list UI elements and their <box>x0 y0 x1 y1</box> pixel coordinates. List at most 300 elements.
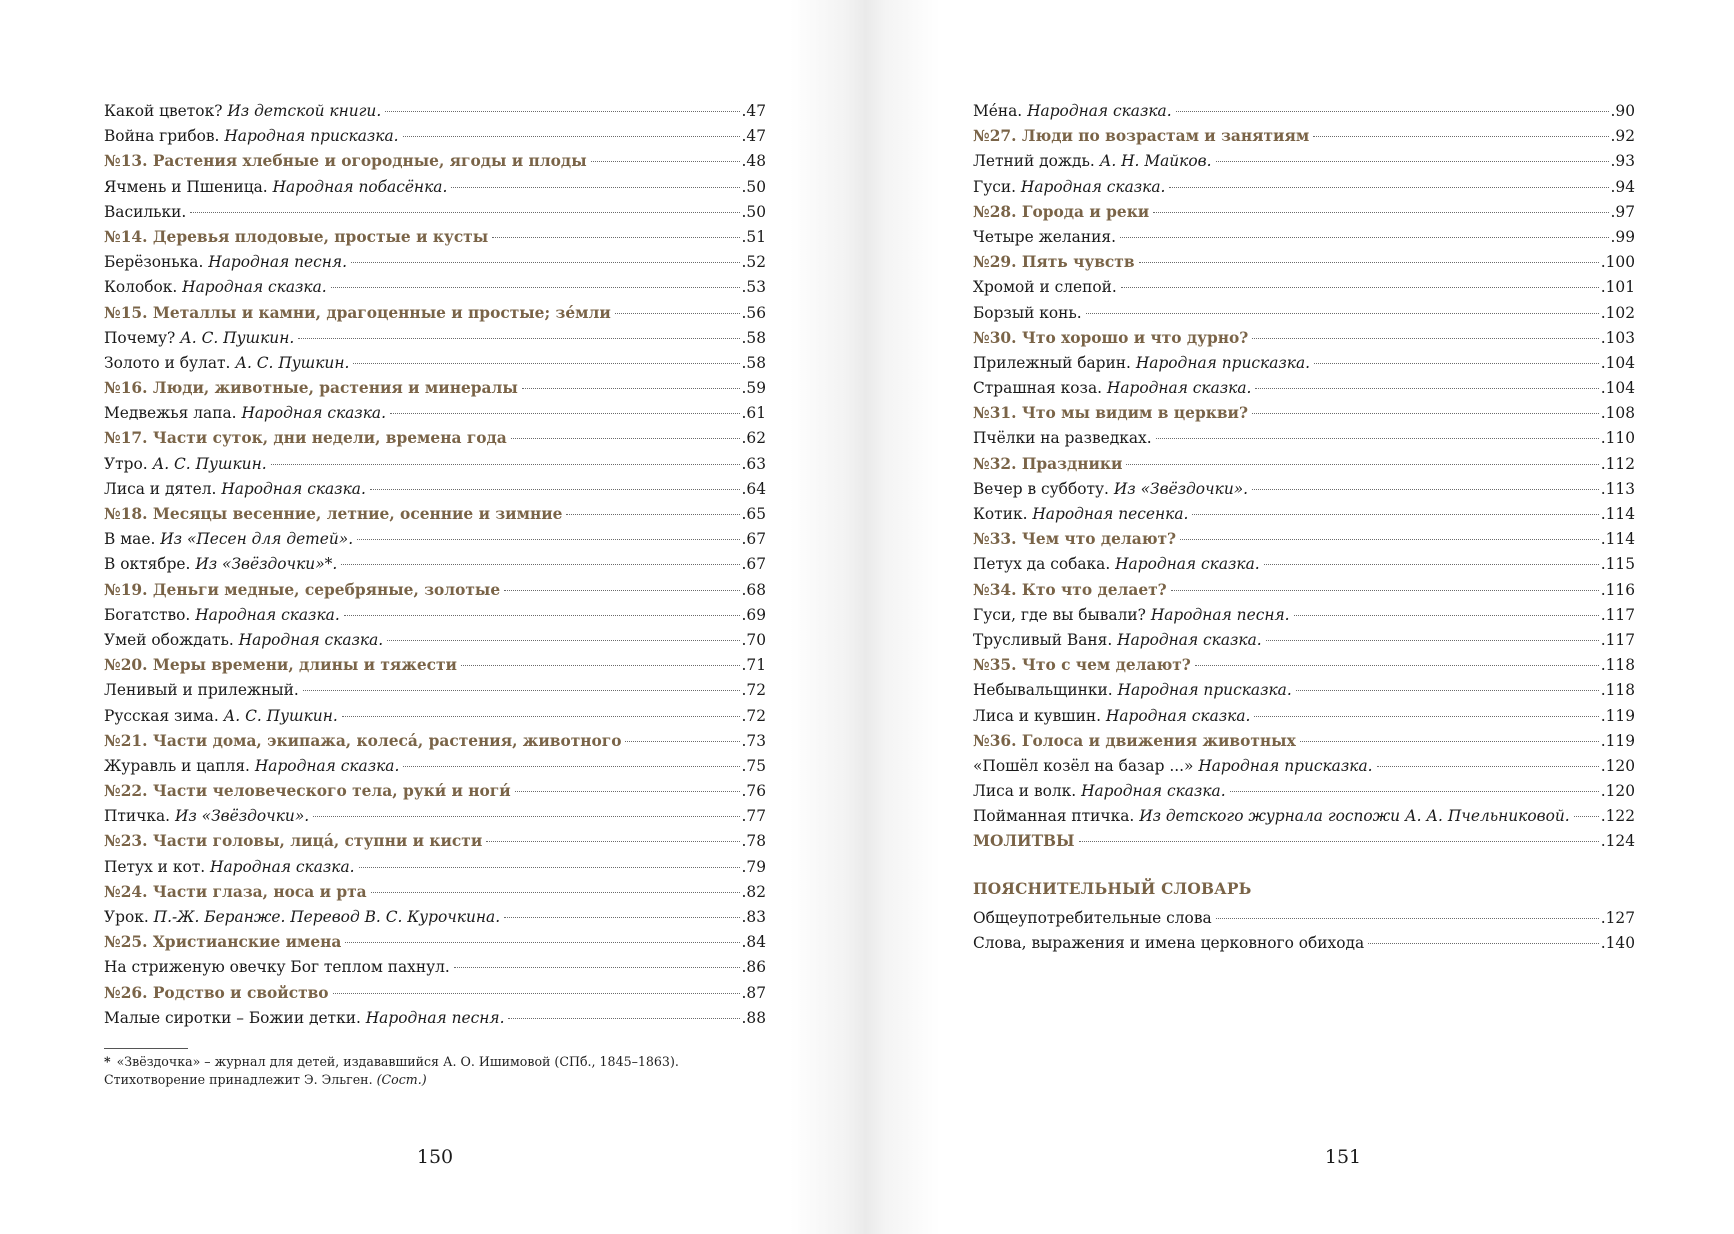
dot-leader <box>511 438 740 439</box>
toc-entry-name: Богатство. <box>104 605 191 624</box>
toc-entry-name: На стриженую овечку Бог теплом пахнул. <box>104 958 450 977</box>
toc-entry-source: Из «Звёздочки»*. <box>195 555 338 574</box>
toc-page-number: .112 <box>1600 454 1635 473</box>
toc-entry-title <box>973 250 1139 275</box>
toc-entry-source: Из детской книги. <box>227 102 382 120</box>
toc-page-number: .92 <box>1610 127 1635 146</box>
toc-entry-name: №15. Металлы и камни, драгоценные и простые; зе́мли <box>104 303 611 322</box>
toc-entry-title <box>104 779 515 804</box>
page-number-left: 150 <box>416 1146 454 1168</box>
toc-entry-name: Слова, выражения и имена церковного обихода <box>973 934 1365 953</box>
toc-entry-title <box>104 149 591 174</box>
dot-leader <box>522 388 740 389</box>
dot-leader <box>344 615 740 616</box>
toc-entry <box>973 678 1635 703</box>
toc-page-number: .87 <box>741 983 766 1002</box>
toc-entry <box>104 527 766 552</box>
toc-page-number: .79 <box>741 857 766 876</box>
toc-page-number: .93 <box>1610 152 1635 171</box>
dot-leader <box>1574 816 1599 817</box>
toc-entry <box>973 175 1635 200</box>
toc-entry-name: №18. Месяцы весенние, летние, осенние и зимние <box>104 505 563 523</box>
footnote-editor-note: (Сост.) <box>376 1072 427 1087</box>
toc-entry <box>973 225 1635 250</box>
dot-leader <box>1252 489 1599 490</box>
toc-entry-name: №31. Что мы видим в церкви? <box>973 404 1248 423</box>
toc-entry-name: Котик. <box>973 505 1028 523</box>
toc-entry-title <box>973 552 1264 577</box>
toc-entry-name: Птичка. <box>104 807 171 826</box>
toc-page-number: .56 <box>741 303 766 322</box>
toc-entry-name: Война грибов. <box>104 127 220 146</box>
toc-page-number: .120 <box>1600 756 1635 775</box>
toc-section-heading <box>104 981 766 1006</box>
toc-page-number: .68 <box>741 580 766 599</box>
toc-entry-source: Народная присказка. <box>1117 681 1292 700</box>
toc-entry-name: №14. Деревья плодовые, простые и кусты <box>104 227 489 246</box>
toc-entry <box>104 754 766 779</box>
dot-leader <box>615 313 740 314</box>
toc-page-number: .77 <box>741 807 766 826</box>
toc-page-number: .59 <box>741 379 766 398</box>
toc-entry-title <box>973 200 1153 225</box>
toc-entry-title <box>973 931 1368 956</box>
toc-entry-title <box>973 124 1313 149</box>
toc-page-number: .104 <box>1600 379 1635 398</box>
dot-leader <box>451 187 739 188</box>
toc-entry-source: Народная песенка. <box>1032 505 1189 523</box>
dot-leader <box>454 967 740 968</box>
toc-page-number: .102 <box>1600 303 1635 322</box>
toc-entry-name: Какой цветок? <box>104 102 223 120</box>
toc-entry-title <box>973 351 1314 376</box>
dot-leader <box>515 791 740 792</box>
toc-entry <box>104 678 766 703</box>
toc-page-number: .72 <box>741 681 766 700</box>
toc-entry-title <box>104 603 344 628</box>
toc-entry-name: №27. Люди по возрастам и занятиям <box>973 127 1310 146</box>
toc-entry-source: Из «Песен для детей». <box>160 530 354 549</box>
dot-leader <box>357 539 739 540</box>
toc-entry-title <box>104 301 615 326</box>
toc-entry-name: №33. Чем что делают? <box>973 530 1177 549</box>
toc-entry <box>973 931 1635 956</box>
dot-leader <box>1086 313 1599 314</box>
toc-entry-name: Журавль и цапля. <box>104 756 250 775</box>
toc-entry-name: Утро. <box>104 454 148 473</box>
toc-entry-name: Петух да собака. <box>973 555 1111 574</box>
toc-section-heading <box>104 225 766 250</box>
toc-entry-name: №32. Праздники <box>973 454 1123 473</box>
toc-entry-name: Пчёлки на разведках. <box>973 429 1152 448</box>
toc-entry <box>973 99 1635 124</box>
toc-page-number: .122 <box>1600 807 1635 826</box>
toc-page-number: .62 <box>741 429 766 448</box>
toc-entry-source: Из «Звёздочки». <box>174 807 310 826</box>
toc-entry-name: Трусливый Ваня. <box>973 630 1113 649</box>
toc-entry-title <box>104 704 342 729</box>
toc-page-number: .140 <box>1600 934 1635 953</box>
toc-section-heading <box>973 653 1635 678</box>
dot-leader <box>1314 363 1599 364</box>
toc-entry-source: Народная сказка. <box>182 278 327 297</box>
toc-entry-source: Народная присказка. <box>1135 353 1311 372</box>
dot-leader <box>370 489 740 490</box>
toc-section-heading <box>104 149 766 174</box>
dot-leader <box>1300 741 1599 742</box>
toc-entry <box>973 149 1635 174</box>
toc-page-number: .101 <box>1600 278 1635 297</box>
toc-page-number: .53 <box>741 278 766 297</box>
toc-entry-title <box>973 704 1254 729</box>
toc-entry-title <box>104 124 403 149</box>
toc-entry-title <box>973 225 1120 250</box>
toc-entry-title <box>104 955 454 980</box>
toc-entry-source: Народная побасёнка. <box>272 177 448 196</box>
toc-page-number: .103 <box>1600 328 1635 347</box>
dot-leader <box>351 262 740 263</box>
toc-page-number: .88 <box>741 1008 766 1027</box>
toc-page-number: .108 <box>1600 404 1635 423</box>
dot-leader <box>1255 388 1598 389</box>
dot-leader <box>359 867 740 868</box>
dot-leader <box>385 111 739 112</box>
toc-entry-source: А. С. Пушкин. <box>223 706 338 725</box>
toc-page-number: .63 <box>741 454 766 473</box>
toc-page-number: .118 <box>1600 656 1635 675</box>
toc-page-number: .127 <box>1600 909 1635 927</box>
toc-entry-name: Петух и кот. <box>104 857 206 876</box>
toc-section-heading <box>973 124 1635 149</box>
toc-entry-name: Страшная коза. <box>973 379 1103 398</box>
toc-entry-title <box>973 678 1296 703</box>
dot-leader <box>1176 111 1609 112</box>
toc-entry-title <box>104 930 345 955</box>
toc-entry <box>973 779 1635 804</box>
toc-entry-title <box>973 275 1121 300</box>
toc-entry-source: Народная сказка. <box>1117 630 1262 649</box>
dot-leader <box>1121 287 1599 288</box>
toc-page-number: .58 <box>741 328 766 347</box>
toc-entry <box>104 452 766 477</box>
toc-section-heading <box>973 401 1635 426</box>
toc-entry-name: Лиса и дятел. <box>104 479 217 498</box>
toc-entry-title <box>104 175 451 200</box>
toc-entry <box>104 552 766 577</box>
toc-page-number: .51 <box>741 227 766 246</box>
dot-leader <box>1169 187 1608 188</box>
toc-entry-title <box>973 99 1176 124</box>
dot-leader <box>1266 640 1599 641</box>
toc-section-heading <box>973 200 1635 225</box>
toc-entry-title <box>973 426 1156 451</box>
toc-entry-name: Малые сиротки – Божии детки. <box>104 1008 361 1027</box>
toc-entry <box>973 552 1635 577</box>
dot-leader <box>1120 237 1609 238</box>
toc-entry-title <box>104 426 511 451</box>
toc-entry-name: Ме́на. <box>973 102 1023 120</box>
toc-entry-title <box>973 452 1126 477</box>
dot-leader <box>298 338 739 339</box>
toc-entry-title <box>104 855 359 880</box>
toc-page-number: .90 <box>1610 102 1635 120</box>
toc-entry <box>104 99 766 124</box>
toc-page-number: .116 <box>1600 580 1635 599</box>
toc-page-number: .70 <box>741 630 766 649</box>
toc-entry <box>973 906 1635 931</box>
toc-entry-title <box>104 99 385 124</box>
toc-entry-name: Гуси, где вы бывали? <box>973 605 1146 624</box>
toc-entry-title <box>104 200 190 225</box>
toc-entry <box>104 401 766 426</box>
dot-leader <box>1252 338 1598 339</box>
toc-page-number: .67 <box>741 555 766 574</box>
toc-page-number: .120 <box>1600 782 1635 801</box>
toc-entry-title <box>104 376 522 401</box>
toc-section-heading <box>104 376 766 401</box>
toc-entry-name: В мае. <box>104 530 156 549</box>
toc-entry <box>104 250 766 275</box>
toc-entry-title <box>104 628 387 653</box>
toc-entry-source: Народная песня. <box>1150 605 1290 624</box>
toc-entry-title <box>973 729 1300 754</box>
toc-page-number: .72 <box>741 706 766 725</box>
toc-entry-name: Колобок. <box>104 278 178 297</box>
dot-leader <box>403 766 739 767</box>
toc-page-number: .114 <box>1600 505 1635 523</box>
toc-page-number: .119 <box>1600 731 1635 750</box>
toc-page-number: .67 <box>741 530 766 549</box>
toc-entry-source: Народная сказка. <box>238 630 384 649</box>
toc-entry-name: В октябре. <box>104 555 191 574</box>
dot-leader <box>1252 413 1599 414</box>
dictionary-heading: ПОЯСНИТЕЛЬНЫЙ СЛОВАРЬ <box>973 880 1252 898</box>
toc-entry-name: №21. Части дома, экипажа, колеса́, растения, животного <box>104 731 622 750</box>
toc-entry-title <box>104 729 625 754</box>
toc-entry-source: А. С. Пушкин. <box>235 353 350 372</box>
toc-section-heading <box>973 452 1635 477</box>
toc-entry-source: Из «Звёздочки». <box>1113 479 1249 498</box>
toc-entry-title <box>104 351 353 376</box>
toc-page-number: .117 <box>1600 605 1635 624</box>
toc-section-heading <box>973 578 1635 603</box>
toc-entry-title <box>973 301 1086 326</box>
toc-entry-source: Из детского журнала госпожи А. А. Пчельниковой. <box>1139 807 1570 826</box>
toc-entry <box>104 200 766 225</box>
toc-entry-title <box>973 653 1195 678</box>
toc-page-number: .83 <box>741 908 766 926</box>
dot-leader <box>1195 665 1599 666</box>
toc-entry-source: Народная песня. <box>365 1008 505 1027</box>
toc-entry-name: Четыре желания. <box>973 227 1116 246</box>
dot-leader <box>486 841 739 842</box>
toc-entry-name: Русская зима. <box>104 706 219 725</box>
dot-leader <box>371 892 740 893</box>
dot-leader <box>1139 262 1599 263</box>
dot-leader <box>1216 918 1599 919</box>
toc-page-number: .78 <box>741 832 766 851</box>
toc-entry <box>973 301 1635 326</box>
toc-section-heading <box>973 729 1635 754</box>
toc-entry-name: Урок. <box>104 908 149 926</box>
toc-entry-title <box>104 527 357 552</box>
toc-entry-name: Небывальщинки. <box>973 681 1113 700</box>
dot-leader <box>504 590 739 591</box>
toc-entry <box>104 955 766 980</box>
toc-page-number: .104 <box>1600 353 1635 372</box>
toc-page-number: .117 <box>1600 630 1635 649</box>
toc-page-number: .100 <box>1600 253 1635 272</box>
toc-entry <box>104 124 766 149</box>
toc-entry-source: Народная присказка. <box>1198 756 1373 775</box>
toc-entry-source: Народная сказка. <box>1027 102 1172 120</box>
toc-entry-name: №29. Пять чувств <box>973 253 1135 272</box>
toc-section-heading <box>104 301 766 326</box>
toc-entry-title <box>973 829 1079 854</box>
toc-entry-source: П.-Ж. Беранже. Перевод В. С. Курочкина. <box>153 908 501 926</box>
toc-entry <box>973 275 1635 300</box>
toc-page-number: .82 <box>741 882 766 901</box>
toc-page-number: .65 <box>741 505 766 523</box>
toc-entry-source: А. С. Пушкин. <box>180 328 295 347</box>
toc-entry <box>104 326 766 351</box>
dot-leader <box>390 413 740 414</box>
dot-leader <box>1156 438 1599 439</box>
toc-entry-name: №16. Люди, животные, растения и минералы <box>104 379 518 398</box>
toc-entry-name: Золото и булат. <box>104 353 231 372</box>
dot-leader <box>1079 841 1599 842</box>
toc-entry-name: №25. Христианские имена <box>104 933 342 952</box>
toc-entry-name: Пойманная птичка. <box>973 807 1135 826</box>
dot-leader <box>1171 590 1599 591</box>
toc-entry-title <box>104 477 370 502</box>
toc-entry <box>973 477 1635 502</box>
toc-entry-name: №24. Части глаза, носа и рта <box>104 882 367 901</box>
toc-page-number: .114 <box>1600 530 1635 549</box>
toc-entry-name: Общеупотребительные слова <box>973 909 1212 927</box>
dot-leader <box>566 514 739 515</box>
dot-leader <box>1313 136 1608 137</box>
toc-entry-name: Хромой и слепой. <box>973 278 1117 297</box>
footnote <box>104 1053 764 1089</box>
toc-page-number: .118 <box>1600 681 1635 700</box>
toc-entry-name: Почему? <box>104 328 176 347</box>
toc-entry-title <box>104 275 331 300</box>
toc-entry-title <box>973 906 1216 931</box>
toc-entry <box>104 175 766 200</box>
dot-leader <box>341 564 739 565</box>
toc-section-heading <box>104 930 766 955</box>
toc-page-number: .50 <box>741 202 766 221</box>
toc-entry <box>104 351 766 376</box>
toc-entry-title <box>104 452 271 477</box>
toc-page-number: .97 <box>1610 202 1635 221</box>
toc-entry-source: Народная сказка. <box>254 756 400 775</box>
toc-entry-title <box>973 149 1216 174</box>
toc-page-number: .113 <box>1600 479 1635 498</box>
toc-entry-name: №35. Что с чем делают? <box>973 656 1191 675</box>
toc-entry-title <box>973 804 1574 829</box>
toc-entry-name: Летний дождь. <box>973 152 1095 171</box>
toc-entry-title <box>104 880 371 905</box>
toc-section-heading <box>104 426 766 451</box>
toc-entry-title <box>973 527 1180 552</box>
dot-leader <box>1377 766 1599 767</box>
toc-section-heading <box>104 880 766 905</box>
toc-entry-name: №19. Деньги медные, серебряные, золотые <box>104 580 501 599</box>
toc-section-heading <box>104 653 766 678</box>
toc-section-heading <box>973 250 1635 275</box>
toc-entry-title <box>973 628 1266 653</box>
toc-section-heading <box>104 502 766 527</box>
toc-page-number: .94 <box>1610 177 1635 196</box>
toc-section-heading <box>104 578 766 603</box>
dot-leader <box>461 665 740 666</box>
dot-leader <box>387 640 739 641</box>
toc-section-heading <box>973 527 1635 552</box>
toc-entry <box>104 804 766 829</box>
toc-entry-title <box>104 401 390 426</box>
dot-leader <box>190 212 739 213</box>
toc-page-number: .71 <box>741 656 766 675</box>
toc-entry-title <box>104 225 492 250</box>
toc-entry-name: Васильки. <box>104 202 187 221</box>
toc-entry-title <box>973 578 1171 603</box>
toc-page-number: .52 <box>741 253 766 272</box>
toc-entry <box>973 351 1635 376</box>
footnote-text: «Звёздочка» – журнал для детей, издававшийся А. О. Ишимовой (СПб., 1845–1863). Стихотворение принадлежит Э. Эльген. <box>104 1054 679 1087</box>
toc-entry-title <box>104 250 351 275</box>
toc-entry-name: Ленивый и прилежный. <box>104 681 299 700</box>
toc-entry-name: Медвежья лапа. <box>104 404 237 423</box>
toc-entry <box>973 804 1635 829</box>
dot-leader <box>1153 212 1608 213</box>
dot-leader <box>331 287 740 288</box>
toc-entry-name: Лиса и волк. <box>973 782 1077 801</box>
toc-section-heading <box>973 829 1635 854</box>
toc-entry-name: Умей обождать. <box>104 630 234 649</box>
dot-leader <box>345 942 739 943</box>
toc-section-heading <box>104 729 766 754</box>
toc-entry-source: Народная сказка. <box>1020 177 1166 196</box>
dot-leader <box>1254 716 1598 717</box>
toc-entry <box>973 376 1635 401</box>
toc-entry <box>104 275 766 300</box>
toc-entry-source: Народная сказка. <box>241 404 386 423</box>
toc-entry-title <box>104 804 313 829</box>
toc-entry-source: Народная сказка. <box>210 857 355 876</box>
toc-entry-title <box>973 175 1169 200</box>
dot-leader <box>625 741 739 742</box>
toc-entry-title <box>973 401 1252 426</box>
dictionary-list <box>973 906 1635 956</box>
left-toc-list <box>104 99 766 1031</box>
toc-entry-title <box>104 578 504 603</box>
dot-leader <box>591 161 740 162</box>
toc-section-heading <box>104 829 766 854</box>
toc-entry-name: Прилежный барин. <box>973 353 1131 372</box>
toc-entry <box>104 905 766 930</box>
toc-page-number: .47 <box>741 127 766 146</box>
toc-page-number: .64 <box>741 479 766 498</box>
toc-entry <box>104 704 766 729</box>
toc-entry-source: Народная сказка. <box>1106 379 1252 398</box>
dot-leader <box>504 917 739 918</box>
toc-entry-title <box>104 905 504 930</box>
toc-section-heading <box>973 326 1635 351</box>
dot-leader <box>1264 564 1599 565</box>
toc-entry-title <box>104 502 566 527</box>
